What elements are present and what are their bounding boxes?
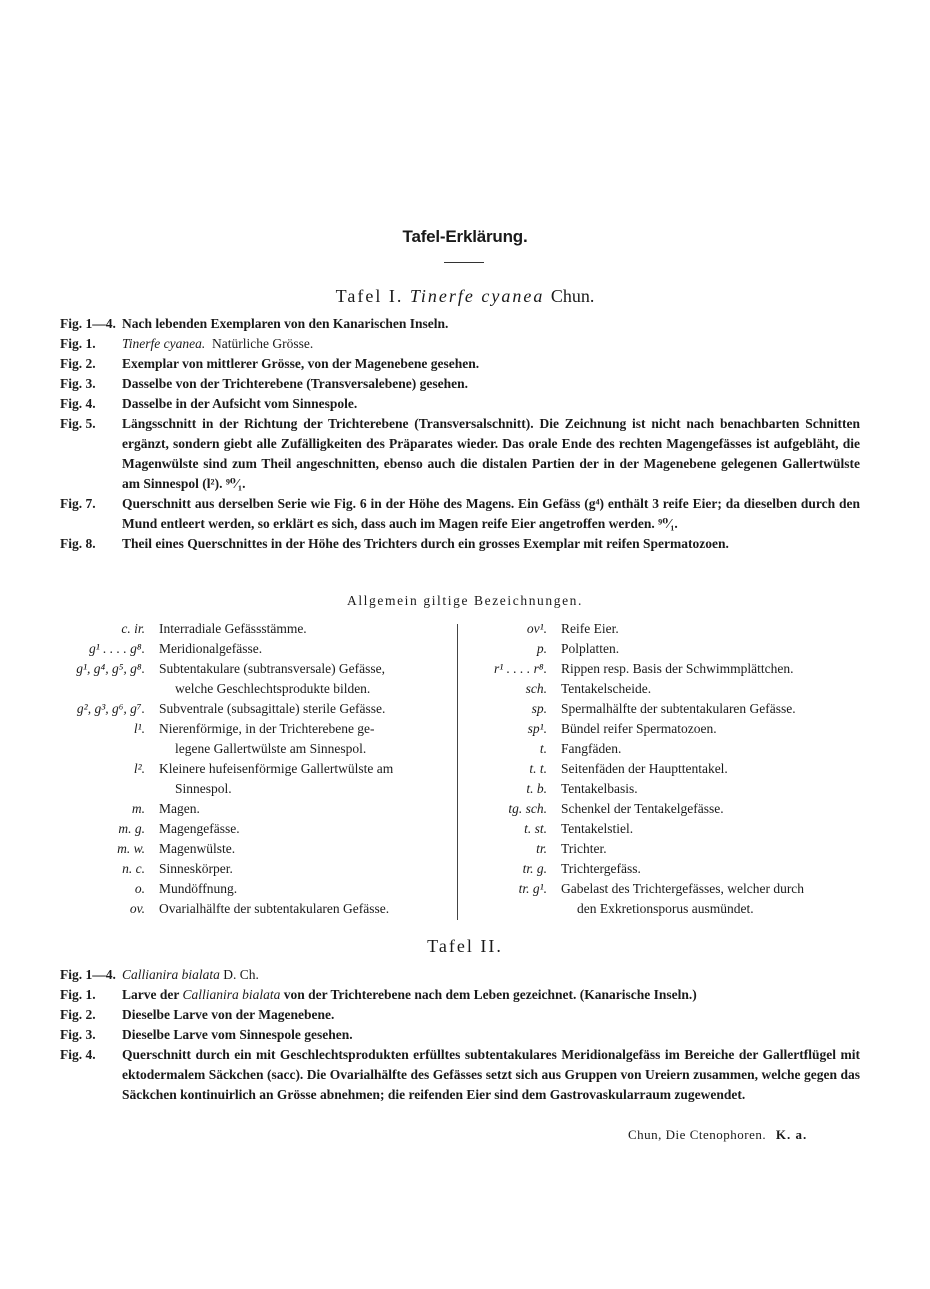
abbreviation-key: ov¹. xyxy=(526,621,547,636)
abbreviation-value xyxy=(561,819,860,839)
abbreviations-divider xyxy=(457,624,458,920)
abbreviation-text: Meridionalgefässe. xyxy=(159,641,263,656)
fig-description: Natürliche Grösse. xyxy=(211,336,314,351)
fig-row xyxy=(60,494,860,534)
abbreviation-text: Tentakelbasis. xyxy=(561,781,638,796)
abbreviation-key: sp¹. xyxy=(527,721,547,736)
abbreviation-value xyxy=(159,899,440,919)
abbreviation-row xyxy=(470,839,860,859)
abbreviation-text: Interradiale Gefässstämme. xyxy=(159,621,307,636)
fig-row xyxy=(60,394,860,414)
abbreviation-key: p. xyxy=(536,641,547,656)
abbreviation-text: Schenkel der Tentakelgefässe. xyxy=(561,801,724,816)
fig-text: Nach lebenden Exemplaren von den Kanarischen Inseln. xyxy=(122,316,449,331)
fig-row xyxy=(60,414,860,494)
fig-text: Dieselbe Larve von der Magenebene. xyxy=(122,1007,335,1022)
tafel1-label: Tafel I. xyxy=(335,286,404,306)
abbreviation-text: Tentakelstiel. xyxy=(561,821,634,836)
abbreviation-row xyxy=(40,699,440,719)
abbreviation-text: Rippen resp. Basis der Schwimmplättchen. xyxy=(561,661,794,676)
abbreviation-text-continued: legene Gallertwülste am Sinnespol. xyxy=(175,741,367,756)
species-name: Callianira bialata xyxy=(182,987,281,1002)
abbreviation-value xyxy=(159,659,440,699)
abbreviations-right-column xyxy=(470,619,860,919)
fig-text: Exemplar von mittlerer Grösse, von der Magenebene gesehen. xyxy=(122,356,480,371)
abbreviation-value xyxy=(561,879,860,919)
fig-label: Fig. 2. xyxy=(60,1007,96,1022)
abbreviation-row xyxy=(40,899,440,919)
fig-text xyxy=(122,965,860,985)
fig-row xyxy=(60,534,860,554)
footer-signature xyxy=(628,1127,807,1143)
fig-label: Fig. 1. xyxy=(60,336,96,351)
fig-text: Querschnitt aus derselben Serie wie Fig. 6 in der Höhe des Magens. Ein Gefäss (g⁴) enthält 3 reife Eier; da dieselben durch den Mund entleert werden, so erklärt es sich, dass auch im Magen reife Eier angetroffen werden. ⁹⁰⁄₁. xyxy=(122,496,860,531)
abbreviation-value xyxy=(159,839,440,859)
tafel1-heading xyxy=(0,286,930,307)
tafel2-label: Tafel II. xyxy=(427,936,503,956)
fig-label: Fig. 4. xyxy=(60,396,96,411)
abbreviation-value xyxy=(561,739,860,759)
fig-text: Theil eines Querschnittes in der Höhe des Trichters durch ein grosses Exemplar mit reifen Spermatozoen. xyxy=(122,536,729,551)
abbreviation-row xyxy=(40,619,440,639)
abbreviation-value xyxy=(561,839,860,859)
abbreviation-row xyxy=(470,659,860,679)
abbreviation-row xyxy=(40,639,440,659)
abbreviation-row xyxy=(470,859,860,879)
abbreviation-text: Seitenfäden der Haupttentakel. xyxy=(561,761,728,776)
abbreviation-text: Trichtergefäss. xyxy=(561,861,641,876)
abbreviation-value xyxy=(159,819,440,839)
abbreviation-value xyxy=(561,779,860,799)
abbreviation-row xyxy=(470,719,860,739)
abbreviation-key: ov. xyxy=(129,901,145,916)
abbreviation-key: o. xyxy=(134,881,145,896)
abbreviation-row xyxy=(470,879,860,919)
abbreviation-row xyxy=(470,779,860,799)
abbreviation-text: Tentakelscheide. xyxy=(561,681,652,696)
fig-text xyxy=(122,985,860,1005)
abbreviation-value xyxy=(561,699,860,719)
abbreviation-key: t. b. xyxy=(526,781,547,796)
fig-text: Dieselbe Larve vom Sinnespole gesehen. xyxy=(122,1027,353,1042)
fig-row xyxy=(60,965,860,985)
fig-label: Fig. 3. xyxy=(60,376,96,391)
abbreviation-text: Magenwülste. xyxy=(159,841,236,856)
abbreviation-row xyxy=(470,819,860,839)
abbreviation-key: tg. sch. xyxy=(508,801,547,816)
abbreviations-left-column xyxy=(40,619,440,919)
abbreviation-row xyxy=(40,859,440,879)
abbreviation-text: Bündel reifer Spermatozoen. xyxy=(561,721,717,736)
fig-row xyxy=(60,985,860,1005)
abbreviation-text: Subventrale (subsagittale) sterile Gefässe. xyxy=(159,701,386,716)
abbreviation-key: t. st. xyxy=(524,821,547,836)
abbreviation-text: Nierenförmige, in der Trichterebene ge- xyxy=(159,721,375,736)
abbreviation-row xyxy=(40,799,440,819)
fig-label: Fig. 1. xyxy=(60,987,96,1002)
abbreviation-text: Mundöffnung. xyxy=(159,881,238,896)
abbreviation-text: Polplatten. xyxy=(561,641,620,656)
tafel2-figure-list xyxy=(60,965,860,1105)
abbreviation-key: g¹ . . . . g⁸. xyxy=(89,641,145,656)
abbreviation-value xyxy=(159,699,440,719)
fig-label: Fig. 2. xyxy=(60,356,96,371)
fig-label: Fig. 1—4. xyxy=(60,316,116,331)
tafel1-species: Tinerfe cyanea xyxy=(409,286,545,306)
abbreviation-value xyxy=(159,859,440,879)
abbreviation-key: g¹, g⁴, g⁵, g⁸. xyxy=(76,661,145,676)
abbreviation-value xyxy=(159,879,440,899)
abbreviation-key: r¹ . . . . r⁸. xyxy=(494,661,547,676)
abbreviation-key: l². xyxy=(133,761,145,776)
abbreviation-value xyxy=(561,639,860,659)
abbreviation-text: Kleinere hufeisenförmige Gallertwülste am xyxy=(159,761,394,776)
abbreviation-value xyxy=(159,639,440,659)
fig-label: Fig. 5. xyxy=(60,416,96,431)
abbreviation-key: m. g. xyxy=(118,821,145,836)
fig-text: Querschnitt durch ein mit Geschlechtsprodukten erfülltes subtentakulares Meridionalgefäss im Bereiche der Gallertflügel mit ektodermalem Säckchen (sacc). Die Ovarialhälfte des Gefässes setzt sich aus Gruppen von Ureiern zusammen, welche gegen das Säckchen kontinuirlich an Grösse abnehmen; die reifenden Eier sind dem Gastrovaskularraum zugewendet. xyxy=(122,1047,860,1102)
abbreviation-row xyxy=(40,879,440,899)
abbreviation-row xyxy=(470,739,860,759)
abbreviation-text: Ovarialhälfte der subtentakularen Gefässe. xyxy=(159,901,390,916)
abbreviation-row xyxy=(40,719,440,759)
tafel1-figure-list xyxy=(60,314,860,554)
abbreviation-value xyxy=(561,659,860,679)
abbreviation-value xyxy=(159,759,440,799)
tafel2-heading xyxy=(0,936,930,957)
abbreviation-value xyxy=(561,799,860,819)
abbreviation-value xyxy=(561,719,860,739)
abbreviation-row xyxy=(40,659,440,699)
abbreviation-key: t. xyxy=(539,741,547,756)
abbreviation-key: sp. xyxy=(531,701,547,716)
abbreviation-row xyxy=(40,819,440,839)
abbreviation-key: tr. g. xyxy=(522,861,547,876)
abbreviation-key: sch. xyxy=(525,681,547,696)
page-title: Tafel-Erklärung. xyxy=(402,227,528,246)
abbreviation-text: Spermalhälfte der subtentakularen Gefässe. xyxy=(561,701,796,716)
abbreviation-value xyxy=(561,859,860,879)
abbreviation-row xyxy=(470,639,860,659)
abbreviation-value xyxy=(159,799,440,819)
abbreviation-key: m. xyxy=(131,801,145,816)
abbreviation-key: tr. xyxy=(536,841,547,856)
fig-text: Dasselbe in der Aufsicht vom Sinnespole. xyxy=(122,396,358,411)
species-name: Callianira bialata xyxy=(122,967,220,982)
abbreviation-key: tr. g¹. xyxy=(518,881,547,896)
abbreviation-key: c. ir. xyxy=(121,621,145,636)
fig-row xyxy=(60,374,860,394)
abbreviation-text-continued: den Exkretionsporus ausmündet. xyxy=(577,901,754,916)
fig-row xyxy=(60,1045,860,1105)
fig-label: Fig. 7. xyxy=(60,496,96,511)
abbreviation-key: n. c. xyxy=(122,861,145,876)
fig-description: D. Ch. xyxy=(223,967,259,982)
fig-row xyxy=(60,334,860,354)
fig-row xyxy=(60,1005,860,1025)
abbreviation-row xyxy=(470,799,860,819)
fig-label: Fig. 8. xyxy=(60,536,96,551)
fig-text xyxy=(122,334,860,354)
abbreviation-text: Subtentakulare (subtransversale) Gefässe, xyxy=(159,661,386,676)
fig-row xyxy=(60,354,860,374)
abbreviation-text: Sinneskörper. xyxy=(159,861,233,876)
abbreviation-row xyxy=(470,759,860,779)
abbreviation-row xyxy=(470,619,860,639)
fig-text: Dasselbe von der Trichterebene (Transversalebene) gesehen. xyxy=(122,376,468,391)
abbreviation-text: Reife Eier. xyxy=(561,621,619,636)
abbreviation-key: g², g³, g⁶, g⁷. xyxy=(76,701,145,716)
species-name: Tinerfe cyanea. xyxy=(122,336,206,351)
abbreviation-key: m. w. xyxy=(117,841,145,856)
abbreviation-text: Fangfäden. xyxy=(561,741,622,756)
fig-row xyxy=(60,1025,860,1045)
fig-row xyxy=(60,314,860,334)
abbreviation-text: Trichter. xyxy=(561,841,607,856)
fig-label: Fig. 4. xyxy=(60,1047,96,1062)
abbreviation-text: Gabelast des Trichtergefässes, welcher durch xyxy=(561,881,805,896)
abbreviation-row xyxy=(470,699,860,719)
fig-text: Längsschnitt in der Richtung der Trichterebene (Transversalschnitt). Die Zeichnung ist nicht nach benachbarten Schnitten ergänzt, sondern giebt alle Zufälligkeiten des Präparates wieder. Das orale Ende des rechten Magengefässes ist aufgebläht, die Magenwülste sind zum Theil angeschnitten, ebenso auch die distalen Partien der in der Magenebene gelegenen Gallertwülste am Sinnespol (l²). ⁹⁰⁄₁. xyxy=(122,416,860,491)
abbreviation-value xyxy=(561,619,860,639)
tafel1-author: Chun. xyxy=(550,286,595,306)
abbreviation-text: Magengefässe. xyxy=(159,821,240,836)
abbreviation-row xyxy=(40,839,440,859)
abbreviation-row xyxy=(470,679,860,699)
abbreviations-heading: Allgemein giltige Bezeichnungen. xyxy=(346,593,584,608)
abbreviation-value xyxy=(561,679,860,699)
fig-label: Fig. 3. xyxy=(60,1027,96,1042)
abbreviation-text-continued: Sinnespol. xyxy=(175,781,232,796)
abbreviation-value xyxy=(159,619,440,639)
footer-mark: K. a. xyxy=(775,1127,808,1142)
fig-pretext: Larve der xyxy=(122,987,180,1002)
abbreviation-text-continued: welche Geschlechtsprodukte bilden. xyxy=(175,681,371,696)
abbreviation-row xyxy=(40,759,440,799)
abbreviation-value xyxy=(159,719,440,759)
abbreviation-text: Magen. xyxy=(159,801,200,816)
abbreviation-value xyxy=(561,759,860,779)
footer-text: Chun, Die Ctenophoren. xyxy=(628,1127,767,1142)
abbreviation-key: l¹. xyxy=(133,721,145,736)
abbreviation-key: t. t. xyxy=(529,761,547,776)
title-rule xyxy=(444,262,484,263)
fig-label: Fig. 1—4. xyxy=(60,967,116,982)
fig-description: von der Trichterebene nach dem Leben gezeichnet. (Kanarische Inseln.) xyxy=(283,987,697,1002)
